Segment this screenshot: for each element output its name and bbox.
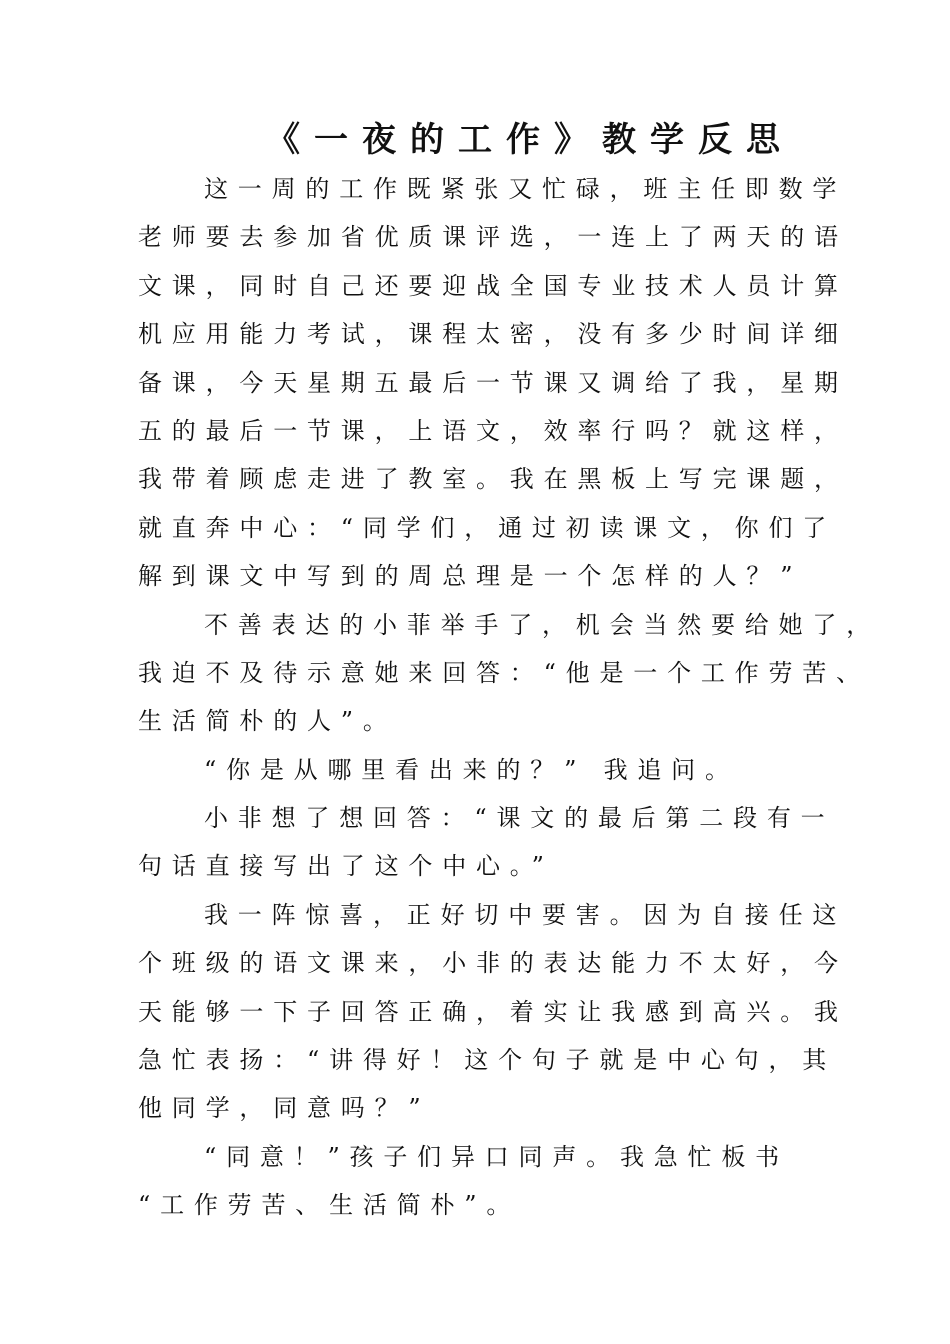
text-line: 这一周的工作既紧张又忙碌，班主任即数学 xyxy=(204,175,847,203)
text-line: 急忙表扬：“讲得好！这个句子就是中心句，其 xyxy=(138,1046,837,1075)
text-line: 解到课文中写到的周总理是一个怎样的人？” xyxy=(138,562,803,591)
text-line: 就直奔中心：“同学们，通过初读课文，你们了 xyxy=(138,513,837,542)
text-line: 老师要去参加省优质课评选，一连上了两天的语 xyxy=(138,223,848,252)
document-body xyxy=(138,165,880,1230)
text-line: 小非想了想回答：“课文的最后第二段有一 xyxy=(204,804,835,833)
text-line: 文课，同时自己还要迎战全国专业技术人员计算 xyxy=(138,271,848,300)
text-line: 我迫不及待示意她来回答：“他是一个工作劳苦、 xyxy=(138,658,870,687)
text-line: 个班级的语文课来，小非的表达能力不太好，今 xyxy=(138,949,848,978)
text-line: 备课，今天星期五最后一节课又调给了我，星期 xyxy=(138,368,848,397)
text-line: “工作劳苦、生活简朴”。 xyxy=(138,1191,521,1220)
text-line: “同意！”孩子们异口同声。我急忙板书 xyxy=(204,1142,789,1171)
text-line: “你是从哪里看出来的？” 我追问。 xyxy=(204,755,739,784)
text-line: 我一阵惊喜，正好切中要害。因为自接任这 xyxy=(204,900,847,929)
text-line: 他同学，同意吗？” xyxy=(138,1094,431,1123)
text-line: 机应用能力考试，课程太密，没有多少时间详细 xyxy=(138,320,848,349)
text-line: 我带着顾虑走进了教室。我在黑板上写完课题， xyxy=(138,465,848,494)
text-line: 五的最后一节课，上语文，效率行吗？就这样， xyxy=(138,416,848,445)
document-title: 《一夜的工作》教学反思 xyxy=(266,120,794,160)
text-line: 天能够一下子回答正确，着实让我感到高兴。我 xyxy=(138,997,848,1026)
text-line: 不善表达的小菲举手了，机会当然要给她了， xyxy=(204,610,880,639)
text-line: 句话直接写出了这个中心。” xyxy=(138,852,554,881)
text-line: 生活简朴的人”。 xyxy=(138,707,397,736)
